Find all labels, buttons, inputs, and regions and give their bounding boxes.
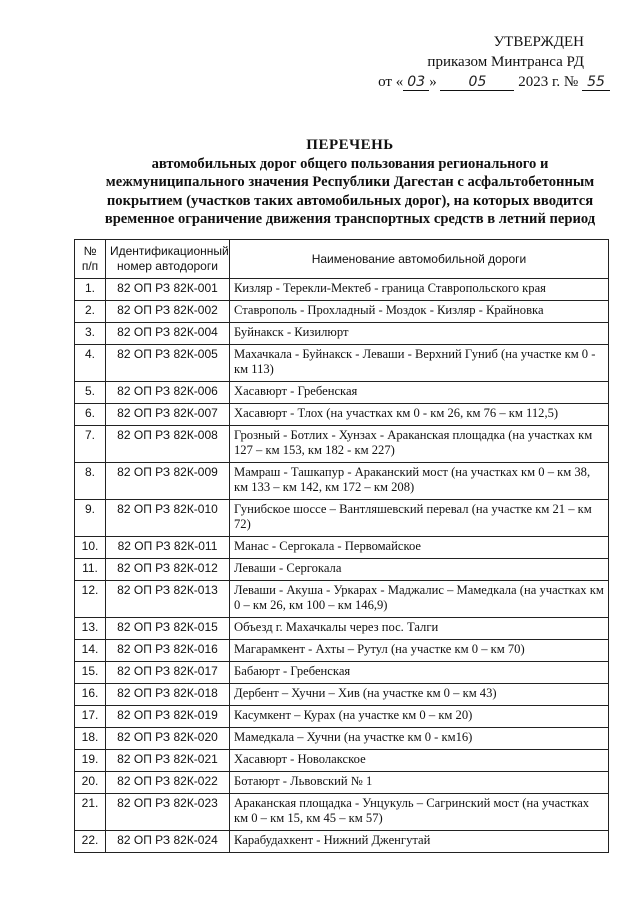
row-code: 82 ОП РЗ 82К-021 <box>106 750 230 772</box>
header-num: № п/п <box>75 240 106 279</box>
row-name: Буйнакск - Кизилюрт <box>230 323 609 345</box>
table-row <box>75 323 609 345</box>
row-num: 15. <box>75 662 106 684</box>
row-name: Магарамкент - Ахты – Рутул (на участке км 0 – км 70) <box>230 640 609 662</box>
table-header-row <box>75 240 609 279</box>
row-num: 3. <box>75 323 106 345</box>
row-name: Араканская площадка - Унцукуль – Сагринский мост (на участках км 0 – км 15, км 45 – км 57) <box>230 794 609 831</box>
table-row <box>75 426 609 463</box>
row-num: 11. <box>75 559 106 581</box>
row-name: Мамедкала – Хучни (на участке км 0 - км16) <box>230 728 609 750</box>
row-code: 82 ОП РЗ 82К-017 <box>106 662 230 684</box>
row-code: 82 ОП РЗ 82К-015 <box>106 618 230 640</box>
table-row <box>75 684 609 706</box>
row-num: 18. <box>75 728 106 750</box>
row-code: 82 ОП РЗ 82К-024 <box>106 831 230 853</box>
table-row <box>75 640 609 662</box>
table-row <box>75 382 609 404</box>
row-num: 4. <box>75 345 106 382</box>
table-row <box>75 404 609 426</box>
row-code: 82 ОП РЗ 82К-009 <box>106 463 230 500</box>
table-row <box>75 581 609 618</box>
row-name: Бабаюрт - Гребенская <box>230 662 609 684</box>
row-num: 12. <box>75 581 106 618</box>
row-code: 82 ОП РЗ 82К-007 <box>106 404 230 426</box>
row-num: 7. <box>75 426 106 463</box>
row-num: 8. <box>75 463 106 500</box>
row-code: 82 ОП РЗ 82К-016 <box>106 640 230 662</box>
table-row <box>75 559 609 581</box>
table-row <box>75 463 609 500</box>
row-num: 9. <box>75 500 106 537</box>
roads-table <box>74 239 609 853</box>
row-num: 13. <box>75 618 106 640</box>
row-code: 82 ОП РЗ 82К-022 <box>106 772 230 794</box>
row-num: 1. <box>75 279 106 301</box>
header-code: Идентификационный номер автодороги <box>106 240 230 279</box>
table-row <box>75 794 609 831</box>
table-row <box>75 279 609 301</box>
row-code: 82 ОП РЗ 82К-008 <box>106 426 230 463</box>
row-name: Касумкент – Курах (на участке км 0 – км 20) <box>230 706 609 728</box>
date-quote-close: » <box>429 74 437 90</box>
table-row <box>75 301 609 323</box>
table-row <box>75 728 609 750</box>
row-code: 82 ОП РЗ 82К-001 <box>106 279 230 301</box>
row-num: 5. <box>75 382 106 404</box>
table-row <box>75 831 609 853</box>
approval-date-line <box>370 72 610 92</box>
row-code: 82 ОП РЗ 82К-010 <box>106 500 230 537</box>
row-code: 82 ОП РЗ 82К-011 <box>106 537 230 559</box>
row-num: 2. <box>75 301 106 323</box>
table-row <box>75 500 609 537</box>
header-name: Наименование автомобильной дороги <box>230 240 609 279</box>
table-row <box>75 706 609 728</box>
table-row <box>75 750 609 772</box>
table-row <box>75 537 609 559</box>
row-num: 19. <box>75 750 106 772</box>
row-name: Ботаюрт - Львовский № 1 <box>230 772 609 794</box>
approval-stamp <box>370 32 610 92</box>
row-name: Кизляр - Терекли-Мектеб - граница Ставропольского края <box>230 279 609 301</box>
date-day: 03 <box>403 74 429 91</box>
row-code: 82 ОП РЗ 82К-012 <box>106 559 230 581</box>
table-row <box>75 618 609 640</box>
row-code: 82 ОП РЗ 82К-013 <box>106 581 230 618</box>
row-code: 82 ОП РЗ 82К-018 <box>106 684 230 706</box>
row-name: Дербент – Хучни – Хив (на участке км 0 – км 43) <box>230 684 609 706</box>
row-num: 14. <box>75 640 106 662</box>
row-num: 17. <box>75 706 106 728</box>
heading-line: покрытием (участков таких автомобильных дорог), на которых вводится <box>106 192 594 209</box>
row-name: Махачкала - Буйнакск - Леваши - Верхний Гуниб (на участке км 0 - км 113) <box>230 345 609 382</box>
row-code: 82 ОП РЗ 82К-006 <box>106 382 230 404</box>
date-prefix: от « <box>378 74 404 90</box>
row-num: 10. <box>75 537 106 559</box>
document-heading <box>90 136 610 229</box>
date-month: 05 <box>440 74 514 91</box>
row-name: Хасавюрт - Новолакское <box>230 750 609 772</box>
row-name: Ставрополь - Прохладный - Моздок - Кизляр - Крайновка <box>230 301 609 323</box>
row-num: 21. <box>75 794 106 831</box>
row-name: Мамраш - Ташкапур - Араканский мост (на участках км 0 – км 38, км 133 – км 142, км 172 – км 208) <box>230 463 609 500</box>
row-code: 82 ОП РЗ 82К-004 <box>106 323 230 345</box>
row-name: Леваши - Акуша - Уркарах - Маджалис – Мамедкала (на участках км 0 – км 26, км 100 – км 146,9) <box>230 581 609 618</box>
row-name: Карабудахкент - Нижний Дженгутай <box>230 831 609 853</box>
row-name: Грозный - Ботлих - Хунзах - Араканская площадка (на участках км 127 – км 153, км 182 - км 227) <box>230 426 609 463</box>
approval-by: приказом Минтранса РД <box>427 54 584 70</box>
approval-title: УТВЕРЖДЕН <box>493 34 584 50</box>
row-code: 82 ОП РЗ 82К-023 <box>106 794 230 831</box>
row-num: 6. <box>75 404 106 426</box>
row-num: 20. <box>75 772 106 794</box>
row-code: 82 ОП РЗ 82К-005 <box>106 345 230 382</box>
row-name: Хасавюрт - Гребенская <box>230 382 609 404</box>
order-number: 55 <box>582 74 610 91</box>
date-year: 2023 г. № <box>518 74 579 90</box>
row-name: Манас - Сергокала - Первомайское <box>230 537 609 559</box>
table-row <box>75 345 609 382</box>
table-row <box>75 772 609 794</box>
heading-title: ПЕРЕЧЕНЬ <box>306 137 394 153</box>
heading-line: временное ограничение движения транспортных средств в летний период <box>104 211 596 227</box>
heading-line: автомобильных дорог общего пользования регионального и <box>151 155 549 172</box>
row-name: Гунибское шоссе – Вантляшевский перевал (на участке км 21 – км 72) <box>230 500 609 537</box>
row-num: 16. <box>75 684 106 706</box>
row-name: Леваши - Сергокала <box>230 559 609 581</box>
heading-line: межмуниципального значения Республики Дагестан с асфальтобетонным <box>105 174 595 190</box>
row-num: 22. <box>75 831 106 853</box>
row-code: 82 ОП РЗ 82К-020 <box>106 728 230 750</box>
row-code: 82 ОП РЗ 82К-019 <box>106 706 230 728</box>
row-name: Объезд г. Махачкалы через пос. Талги <box>230 618 609 640</box>
row-code: 82 ОП РЗ 82К-002 <box>106 301 230 323</box>
row-name: Хасавюрт - Тлох (на участках км 0 - км 26, км 76 – км 112,5) <box>230 404 609 426</box>
table-row <box>75 662 609 684</box>
